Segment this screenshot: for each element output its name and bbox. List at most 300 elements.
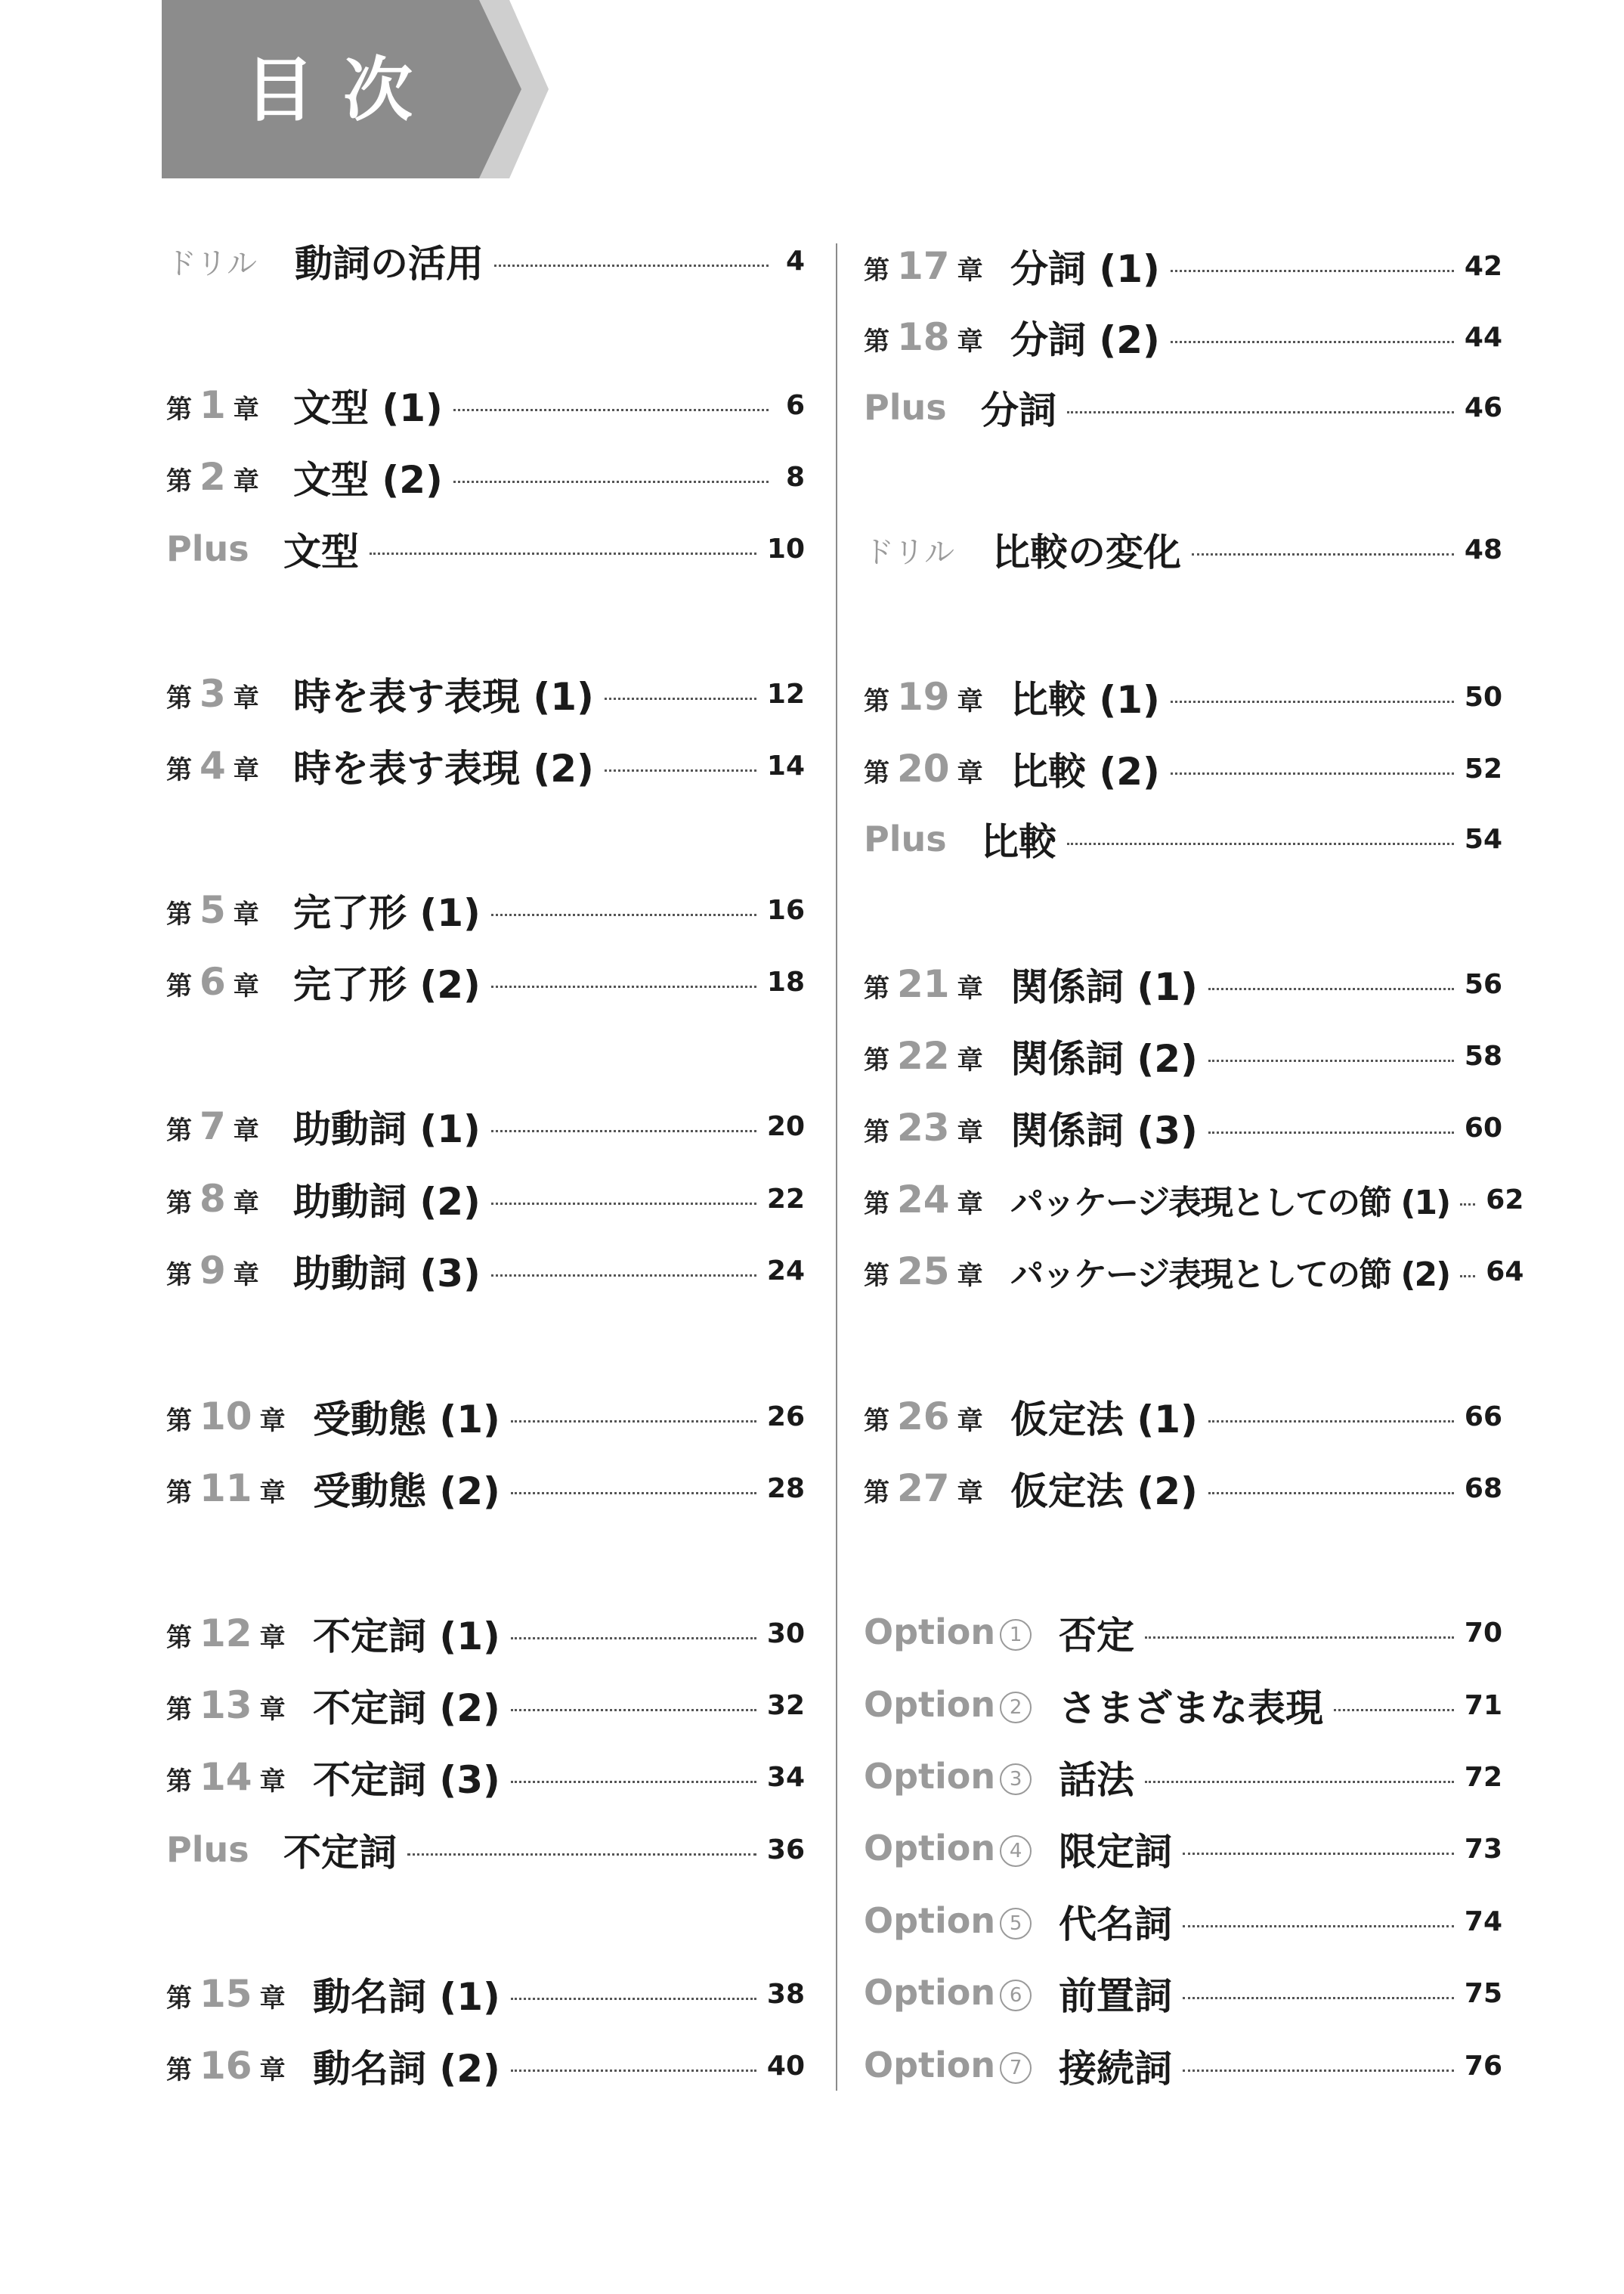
dot-leader — [511, 1492, 756, 1494]
dot-leader — [605, 698, 756, 700]
chapter-prefix: 第 — [166, 1116, 192, 1146]
dot-leader — [1183, 1997, 1454, 1999]
chapter-prefix: 第 — [166, 1260, 192, 1290]
chapter-prefix: 第 — [864, 255, 889, 286]
page-number: 52 — [1464, 753, 1502, 785]
chapter-suffix: 章 — [259, 1695, 286, 1725]
chapter-number: 12 — [200, 1611, 252, 1655]
page-number: 70 — [1464, 1617, 1502, 1649]
dot-leader — [453, 409, 769, 411]
page-number: 58 — [1464, 1040, 1502, 1072]
entry-title: 関係詞 (3) — [1010, 1109, 1198, 1153]
chapter-suffix: 章 — [957, 1045, 983, 1076]
page-number: 48 — [1464, 534, 1502, 565]
entry-title: 分詞 (1) — [1010, 247, 1160, 291]
chapter-suffix: 章 — [233, 971, 259, 1001]
page-number: 16 — [766, 894, 805, 926]
chapter-suffix: 章 — [233, 395, 259, 425]
page-number: 14 — [766, 750, 805, 782]
toc-entry[interactable] — [166, 1458, 805, 1518]
entry-title: 不定詞 (2) — [313, 1686, 500, 1730]
entry-title: 前置詞 — [1059, 1974, 1172, 2018]
entry-label — [864, 1466, 1010, 1510]
page-number: 75 — [1464, 1977, 1502, 2009]
page-number: 62 — [1486, 1184, 1524, 1215]
chapter-number: 25 — [897, 1249, 950, 1293]
dot-leader — [494, 265, 769, 267]
plus-label: Plus — [166, 1829, 249, 1870]
dot-leader — [1171, 341, 1454, 343]
toc-entry[interactable] — [166, 1675, 805, 1735]
toc-entry[interactable] — [166, 1747, 805, 1807]
entry-title: パッケージ表現としての節 (2) — [1010, 1255, 1450, 1294]
entry-title: 文型 (1) — [293, 386, 443, 430]
toc-entry[interactable] — [166, 1386, 805, 1447]
page-number: 60 — [1464, 1112, 1502, 1144]
chapter-suffix: 章 — [233, 1116, 259, 1146]
page-number: 32 — [766, 1689, 805, 1721]
chapter-prefix: 第 — [864, 974, 889, 1004]
entry-label — [864, 1395, 1010, 1438]
toc-entry[interactable] — [864, 1747, 1502, 1807]
entry-title: 否定 — [1059, 1614, 1134, 1658]
chapter-prefix: 第 — [864, 1189, 889, 1219]
page-number: 74 — [1464, 1905, 1502, 1937]
entry-label — [864, 1249, 1010, 1293]
toc-entry[interactable] — [864, 1963, 1502, 2023]
page-number: 46 — [1464, 392, 1502, 423]
chapter-suffix: 章 — [233, 466, 259, 497]
entry-title: 比較 — [981, 820, 1056, 864]
chapter-number: 17 — [897, 244, 950, 288]
entry-label — [166, 1611, 313, 1655]
chapter-number: 11 — [200, 1466, 252, 1510]
option-number: 5 — [1000, 1908, 1032, 1940]
entry-title: 関係詞 (2) — [1010, 1037, 1198, 1081]
dot-leader — [1171, 701, 1454, 703]
chapter-number: 8 — [200, 1177, 226, 1221]
option-number: 2 — [1000, 1692, 1032, 1723]
entry-label — [166, 1829, 283, 1870]
option-label: Option — [864, 1900, 996, 1941]
chapter-suffix: 章 — [259, 1478, 286, 1508]
option-label: Option — [864, 1684, 996, 1725]
entry-label — [864, 675, 1010, 719]
toc-entry[interactable] — [864, 236, 1502, 296]
chapter-suffix: 章 — [957, 1406, 983, 1436]
dot-leader — [407, 1853, 756, 1856]
toc-entry[interactable] — [166, 1603, 805, 1664]
page-title: 目次 — [245, 50, 442, 131]
chapter-prefix: 第 — [166, 971, 192, 1001]
dot-leader — [491, 1130, 756, 1132]
chapter-number: 24 — [897, 1178, 950, 1221]
entry-title: 不定詞 — [283, 1831, 397, 1875]
page-number: 22 — [766, 1183, 805, 1215]
entry-title: 動名詞 (1) — [313, 1975, 500, 2019]
toc-entry[interactable] — [864, 1169, 1524, 1230]
toc-entry[interactable] — [864, 1675, 1502, 1735]
page-number: 20 — [766, 1110, 805, 1142]
toc-entry[interactable] — [166, 735, 805, 796]
entry-title: 比較 (2) — [1010, 750, 1160, 794]
entry-label — [166, 1104, 293, 1148]
entry-label — [864, 2045, 1059, 2087]
chapter-prefix: 第 — [166, 2055, 192, 2085]
entry-title: 関係詞 (1) — [1010, 965, 1198, 1009]
chapter-suffix: 章 — [233, 755, 259, 785]
page-number: 72 — [1464, 1761, 1502, 1793]
entry-title: 限定詞 — [1059, 1830, 1172, 1874]
chapter-suffix: 章 — [957, 974, 983, 1004]
chapter-prefix: 第 — [166, 1478, 192, 1508]
chapter-suffix: 章 — [957, 327, 983, 357]
entry-label — [864, 962, 1010, 1006]
dot-leader — [1208, 1492, 1454, 1494]
option-label: Option — [864, 1756, 996, 1797]
dot-leader — [1460, 1275, 1475, 1277]
option-number: 3 — [1000, 1763, 1032, 1795]
toc-entry[interactable] — [864, 519, 1502, 580]
page-number: 54 — [1464, 823, 1502, 855]
page-number: 71 — [1464, 1689, 1502, 1721]
chapter-number: 3 — [200, 672, 226, 716]
dot-leader — [1208, 1132, 1454, 1134]
plus-label: Plus — [864, 387, 947, 428]
entry-label — [166, 1466, 313, 1510]
dot-leader — [491, 1203, 756, 1205]
dot-leader — [1208, 1060, 1454, 1062]
toc-entry[interactable] — [166, 1240, 805, 1301]
entry-label — [864, 1972, 1059, 2014]
entry-label — [166, 383, 293, 427]
chapter-prefix: 第 — [864, 686, 889, 717]
chapter-suffix: 章 — [957, 1261, 983, 1291]
toc-entry[interactable] — [166, 1096, 805, 1156]
option-number: 7 — [1000, 2052, 1032, 2084]
entry-title: 比較の変化 — [992, 531, 1181, 574]
chapter-suffix: 章 — [957, 255, 983, 286]
toc-entry[interactable] — [864, 1819, 1502, 1879]
toc-entry[interactable] — [166, 880, 805, 940]
dot-leader — [453, 481, 769, 483]
drill-label: ドリル — [166, 246, 257, 281]
entry-title: 文型 (2) — [293, 458, 443, 502]
entry-label — [864, 1828, 1059, 1870]
chapter-prefix: 第 — [166, 1406, 192, 1436]
dot-leader — [1145, 1781, 1454, 1783]
dot-leader — [1067, 411, 1454, 413]
chapter-prefix: 第 — [166, 683, 192, 714]
header-tab — [162, 0, 555, 178]
dot-leader — [511, 2070, 756, 2072]
chapter-number: 18 — [897, 315, 950, 359]
dot-leader — [1145, 1636, 1454, 1639]
chapter-suffix: 章 — [259, 1623, 286, 1653]
option-label: Option — [864, 2045, 996, 2085]
chapter-prefix: 第 — [864, 758, 889, 788]
chapter-prefix: 第 — [166, 1188, 192, 1218]
chapter-suffix: 章 — [957, 758, 983, 788]
chapter-number: 2 — [200, 455, 226, 499]
plus-label: Plus — [166, 528, 249, 569]
dot-leader — [1183, 1925, 1454, 1927]
page-number: 44 — [1464, 321, 1502, 353]
dot-leader — [1208, 1420, 1454, 1423]
chapter-prefix: 第 — [166, 466, 192, 497]
page-number: 42 — [1464, 250, 1502, 282]
chapter-suffix: 章 — [259, 1766, 286, 1797]
chapter-number: 4 — [200, 744, 226, 788]
toc-entry[interactable] — [864, 1891, 1502, 1952]
chapter-number: 22 — [897, 1034, 950, 1078]
dot-leader — [1067, 843, 1454, 845]
entry-label — [166, 2044, 313, 2088]
entry-title: 助動詞 (2) — [293, 1180, 481, 1224]
page-number: 18 — [766, 966, 805, 998]
chapter-number: 23 — [897, 1106, 950, 1150]
toc-entry[interactable] — [864, 738, 1502, 799]
option-number: 6 — [1000, 1980, 1032, 2011]
toc-entry[interactable] — [166, 664, 805, 724]
chapter-number: 15 — [200, 1972, 252, 2016]
entry-label — [864, 1034, 1010, 1078]
chapter-suffix: 章 — [233, 683, 259, 714]
chapter-suffix: 章 — [957, 1478, 983, 1508]
page-number: 24 — [766, 1255, 805, 1286]
entry-label — [864, 1178, 1010, 1221]
dot-leader — [1183, 1853, 1454, 1855]
entry-title: 動詞の活用 — [295, 242, 484, 286]
entry-label — [166, 1395, 313, 1438]
toc-entry[interactable] — [166, 952, 805, 1012]
toc-entry[interactable] — [864, 809, 1502, 869]
entry-label — [166, 960, 293, 1004]
page-number: 38 — [766, 1978, 805, 2010]
entry-title: 分詞 (2) — [1010, 318, 1160, 362]
chapter-prefix: 第 — [166, 1623, 192, 1653]
entry-title: 助動詞 (3) — [293, 1252, 481, 1296]
page-number: 6 — [785, 389, 805, 421]
page-number: 36 — [766, 1834, 805, 1865]
entry-label — [864, 315, 1010, 359]
option-label: Option — [864, 1828, 996, 1868]
toc-entry[interactable] — [166, 1819, 805, 1880]
entry-title: パッケージ表現としての節 (1) — [1010, 1184, 1450, 1222]
chapter-prefix: 第 — [864, 1478, 889, 1508]
chapter-suffix: 章 — [259, 1983, 286, 2014]
chapter-number: 27 — [897, 1466, 950, 1510]
page-number: 8 — [785, 461, 805, 493]
dot-leader — [491, 986, 756, 988]
chapter-suffix: 章 — [259, 1406, 286, 1436]
dot-leader — [1460, 1203, 1475, 1206]
dot-leader — [511, 1420, 756, 1423]
entry-label — [864, 1106, 1010, 1150]
page-number: 26 — [766, 1401, 805, 1432]
entry-title: 時を表す表現 (2) — [293, 747, 594, 791]
chapter-prefix: 第 — [864, 1117, 889, 1147]
drill-label: ドリル — [864, 534, 954, 570]
chapter-prefix: 第 — [864, 1045, 889, 1076]
entry-label — [864, 1756, 1059, 1798]
entry-label — [166, 744, 293, 788]
page-number: 12 — [766, 678, 805, 710]
page-number: 40 — [766, 2050, 805, 2082]
chapter-suffix: 章 — [259, 2055, 286, 2085]
toc-entry[interactable] — [166, 231, 805, 291]
entry-title: 代名詞 — [1059, 1902, 1172, 1946]
entry-title: 時を表す表現 (1) — [293, 675, 594, 719]
option-label: Option — [864, 1972, 996, 2013]
chapter-number: 26 — [897, 1395, 950, 1438]
dot-leader — [491, 1274, 756, 1277]
toc-entry[interactable] — [864, 307, 1502, 367]
page-number: 76 — [1464, 2050, 1502, 2082]
entry-label — [864, 1684, 1059, 1726]
entry-label — [166, 240, 295, 283]
chapter-number: 21 — [897, 962, 950, 1006]
option-number: 4 — [1000, 1835, 1032, 1867]
chapter-prefix: 第 — [166, 755, 192, 785]
page-number: 50 — [1464, 681, 1502, 713]
page-number: 66 — [1464, 1401, 1502, 1432]
dot-leader — [1171, 772, 1454, 775]
page-number: 4 — [785, 245, 805, 277]
entry-title: 受動態 (2) — [313, 1469, 500, 1513]
entry-title: 不定詞 (3) — [313, 1758, 500, 1802]
toc-entry[interactable] — [864, 377, 1502, 438]
dot-leader — [511, 1781, 756, 1783]
toc-entry[interactable] — [166, 2035, 805, 2096]
chapter-prefix: 第 — [166, 1695, 192, 1725]
dot-leader — [511, 1998, 756, 2000]
page-number: 30 — [766, 1618, 805, 1649]
toc-entry[interactable] — [166, 1169, 805, 1229]
toc-entry[interactable] — [864, 667, 1502, 727]
page-number: 64 — [1486, 1255, 1524, 1287]
toc-entry[interactable] — [864, 1602, 1502, 1663]
toc-entry[interactable] — [864, 1386, 1502, 1447]
dot-leader — [1183, 2070, 1454, 2072]
entry-title: 比較 (1) — [1010, 678, 1160, 722]
toc-entry[interactable] — [864, 1458, 1502, 1518]
dot-leader — [1208, 988, 1454, 990]
entry-label — [864, 528, 992, 571]
chapter-number: 19 — [897, 675, 950, 719]
chapter-prefix: 第 — [864, 327, 889, 357]
toc-entry[interactable] — [166, 1964, 805, 2024]
chapter-suffix: 章 — [957, 1189, 983, 1219]
entry-label — [166, 672, 293, 716]
chapter-prefix: 第 — [166, 1766, 192, 1797]
dot-leader — [1334, 1709, 1454, 1711]
entry-title: 完了形 (1) — [293, 891, 481, 935]
chapter-prefix: 第 — [166, 395, 192, 425]
toc-entry[interactable] — [166, 519, 805, 579]
chapter-number: 13 — [200, 1683, 252, 1727]
chapter-suffix: 章 — [957, 686, 983, 717]
plus-label: Plus — [864, 819, 947, 859]
entry-label — [166, 455, 293, 499]
dot-leader — [1171, 270, 1454, 272]
chapter-number: 7 — [200, 1104, 226, 1148]
dot-leader — [370, 553, 756, 555]
entry-label — [864, 1611, 1059, 1654]
chapter-number: 5 — [200, 888, 226, 932]
chapter-number: 1 — [200, 383, 226, 427]
entry-label — [166, 528, 283, 569]
entry-label — [864, 1900, 1059, 1943]
entry-title: 分詞 — [981, 389, 1056, 432]
toc-entry[interactable] — [166, 447, 805, 507]
entry-label — [864, 387, 981, 428]
entry-label — [864, 819, 981, 859]
chapter-suffix: 章 — [233, 899, 259, 930]
dot-leader — [605, 769, 756, 772]
entry-title: 話法 — [1059, 1758, 1134, 1802]
entry-label — [166, 1177, 293, 1221]
entry-label — [166, 1683, 313, 1727]
chapter-number: 16 — [200, 2044, 252, 2088]
chapter-number: 6 — [200, 960, 226, 1004]
page-number: 34 — [766, 1761, 805, 1793]
chapter-prefix: 第 — [166, 1983, 192, 2014]
entry-title: 完了形 (2) — [293, 963, 481, 1007]
entry-title: 仮定法 (1) — [1010, 1398, 1198, 1441]
entry-title: さまざまな表現 — [1059, 1686, 1323, 1730]
entry-title: 不定詞 (1) — [313, 1614, 500, 1658]
entry-title: 受動態 (1) — [313, 1398, 500, 1441]
chapter-suffix: 章 — [233, 1188, 259, 1218]
toc-entry[interactable] — [864, 1241, 1524, 1302]
chapter-number: 10 — [200, 1395, 252, 1438]
entry-title: 動名詞 (2) — [313, 2047, 500, 2091]
chapter-suffix: 章 — [957, 1117, 983, 1147]
entry-label — [166, 1249, 293, 1293]
entry-label — [166, 888, 293, 932]
option-label: Option — [864, 1611, 996, 1652]
dot-leader — [511, 1637, 756, 1639]
dot-leader — [1192, 553, 1454, 556]
entry-label — [864, 747, 1010, 791]
entry-title: 助動詞 (1) — [293, 1107, 481, 1151]
chapter-number: 9 — [200, 1249, 226, 1293]
page-number: 56 — [1464, 968, 1502, 1000]
toc-entry[interactable] — [864, 1026, 1502, 1086]
dot-leader — [511, 1709, 756, 1711]
chapter-number: 20 — [897, 747, 950, 791]
chapter-suffix: 章 — [233, 1260, 259, 1290]
option-number: 1 — [1000, 1619, 1032, 1651]
entry-title: 文型 — [283, 530, 359, 574]
dot-leader — [491, 914, 756, 916]
toc-entry[interactable] — [166, 375, 805, 435]
entry-title: 仮定法 (2) — [1010, 1469, 1198, 1513]
page-number: 68 — [1464, 1472, 1502, 1504]
chapter-number: 14 — [200, 1755, 252, 1799]
toc-entry[interactable] — [864, 1097, 1502, 1158]
page-number: 73 — [1464, 1833, 1502, 1865]
entry-title: 接続詞 — [1059, 2047, 1172, 2091]
entry-label — [166, 1755, 313, 1799]
toc-entry[interactable] — [864, 2035, 1502, 2096]
chapter-prefix: 第 — [864, 1261, 889, 1291]
entry-label — [864, 244, 1010, 288]
column-divider — [836, 243, 837, 2091]
page-number: 10 — [766, 533, 805, 565]
toc-entry[interactable] — [864, 954, 1502, 1014]
